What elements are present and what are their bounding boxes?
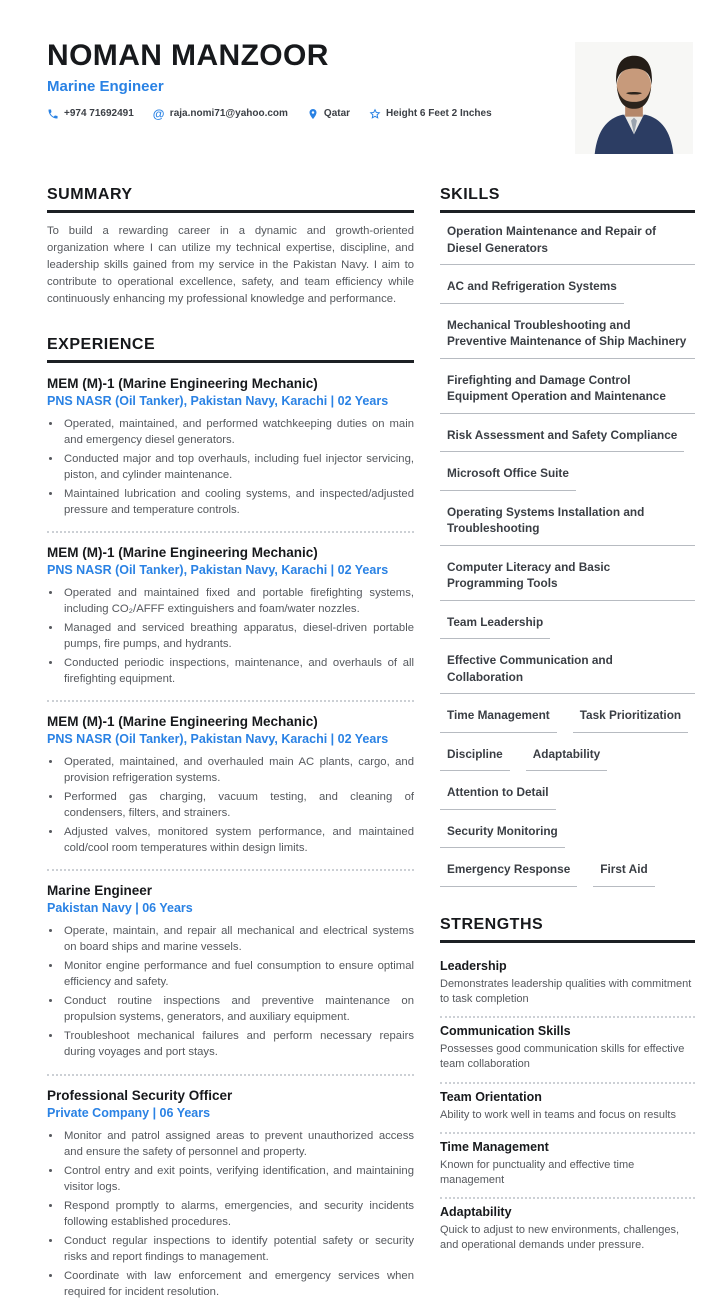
contact-row bbox=[47, 108, 492, 120]
summary-section bbox=[47, 186, 414, 308]
skills-list bbox=[440, 223, 695, 900]
strength-description: Demonstrates leadership qualities with commitment to task completion bbox=[440, 977, 692, 1005]
strengths-list bbox=[440, 953, 695, 1263]
experience-title: Professional Security Officer bbox=[47, 1087, 233, 1103]
strength-title: Communication Skills bbox=[440, 1024, 571, 1039]
experience-bullet: • Conduct regular inspections to identify potential safety or security risks and report findings to management. bbox=[62, 1233, 414, 1265]
experience-bullet: • Operated and maintained fixed and portable firefighting systems, including CO₂/AFFF extinguishers and foam/water nozzles. bbox=[62, 585, 414, 617]
experience-subtitle: PNS NASR (Oil Tanker), Pakistan Navy, Karachi | 02 Years bbox=[47, 393, 389, 408]
experience-bullet: • Adjusted valves, monitored system performance, and maintained cold/cool room temperatures within design limits. bbox=[62, 824, 414, 856]
experience-bullets bbox=[47, 754, 414, 856]
skill-item: Security Monitoring bbox=[440, 823, 565, 849]
at-icon: @ bbox=[152, 106, 165, 121]
location-pin-icon bbox=[307, 108, 319, 120]
experience-entry bbox=[47, 373, 414, 533]
experience-subtitle: PNS NASR (Oil Tanker), Pakistan Navy, Karachi | 02 Years bbox=[47, 562, 389, 577]
experience-entry bbox=[47, 1085, 414, 1313]
experience-list bbox=[47, 373, 414, 1313]
contact-phone bbox=[47, 108, 134, 120]
strengths-section bbox=[440, 916, 695, 1263]
skill-item: Emergency Response bbox=[440, 861, 577, 887]
experience-bullet: • Conduct routine inspections and preventive maintenance on propulsion systems, generators, and auxiliary equipment. bbox=[62, 993, 414, 1025]
phone-icon bbox=[47, 108, 59, 120]
experience-subtitle: Private Company | 06 Years bbox=[47, 1105, 211, 1120]
skill-item: Adaptability bbox=[526, 746, 608, 772]
contact-email-text: raja.nomi71@yahoo.com bbox=[169, 108, 288, 119]
skill-item: AC and Refrigeration Systems bbox=[440, 278, 624, 304]
strength-description: Quick to adjust to new environments, challenges, and operational demands under pressure. bbox=[440, 1224, 680, 1252]
skills-heading: SKILLS bbox=[440, 186, 695, 213]
strength-title: Team Orientation bbox=[440, 1089, 542, 1104]
summary-heading: SUMMARY bbox=[47, 186, 414, 213]
strength-title: Time Management bbox=[440, 1139, 549, 1154]
experience-bullets bbox=[47, 416, 414, 518]
experience-section bbox=[47, 336, 414, 1313]
skill-item: First Aid bbox=[593, 861, 654, 887]
skill-item: Operation Maintenance and Repair of Diesel Generators bbox=[440, 223, 695, 265]
experience-bullet: • Maintained lubrication and cooling systems, and inspected/adjusted pressure and temperature controls. bbox=[62, 486, 414, 518]
experience-bullets bbox=[47, 585, 414, 687]
experience-entry bbox=[47, 880, 414, 1075]
header-left bbox=[47, 40, 492, 120]
star-icon bbox=[369, 108, 381, 120]
experience-title: Marine Engineer bbox=[47, 883, 153, 899]
skill-item: Discipline bbox=[440, 746, 510, 772]
experience-bullet: • Conducted major and top overhauls, including fuel injector servicing, piston, and cylinder maintenance. bbox=[62, 451, 414, 483]
skills-section bbox=[440, 186, 695, 900]
right-column bbox=[440, 186, 695, 1313]
strength-item bbox=[440, 1084, 695, 1134]
experience-heading: EXPERIENCE bbox=[47, 336, 414, 363]
skill-item: Firefighting and Damage Control Equipment Operation and Maintenance bbox=[440, 372, 695, 414]
skill-item: Operating Systems Installation and Troubleshooting bbox=[440, 504, 695, 546]
contact-location-text: Qatar bbox=[323, 108, 351, 119]
strength-description: Ability to work well in teams and focus on results bbox=[440, 1108, 676, 1121]
skill-item: Computer Literacy and Basic Programming Tools bbox=[440, 559, 695, 601]
experience-entry bbox=[47, 711, 414, 871]
strength-item bbox=[440, 1134, 695, 1199]
experience-bullet: • Performed gas charging, vacuum testing, and cleaning of condensers, filters, and strainers. bbox=[62, 789, 414, 821]
contact-height-text: Height 6 Feet 2 Inches bbox=[386, 108, 492, 119]
experience-bullets bbox=[47, 923, 414, 1060]
strength-description: Possesses good communication skills for effective team collaboration bbox=[440, 1043, 685, 1071]
experience-bullet: • Troubleshoot mechanical failures and perform necessary repairs during voyages and port stays. bbox=[62, 1028, 414, 1060]
content-columns bbox=[47, 186, 695, 1313]
skill-item: Risk Assessment and Safety Compliance bbox=[440, 427, 684, 453]
experience-title: MEM (M)-1 (Marine Engineering Mechanic) bbox=[47, 375, 318, 391]
experience-bullet: • Control entry and exit points, verifying identification, and maintaining visitor logs. bbox=[62, 1163, 414, 1195]
experience-bullet: • Monitor and patrol assigned areas to prevent unauthorized access and ensure the safety of personnel and property. bbox=[62, 1128, 414, 1160]
experience-title: MEM (M)-1 (Marine Engineering Mechanic) bbox=[47, 544, 318, 560]
skill-item: Time Management bbox=[440, 707, 557, 733]
skill-item: Attention to Detail bbox=[440, 784, 556, 810]
profile-photo bbox=[575, 42, 693, 154]
strengths-heading: STRENGTHS bbox=[440, 916, 695, 943]
experience-title: MEM (M)-1 (Marine Engineering Mechanic) bbox=[47, 714, 318, 730]
contact-email bbox=[153, 108, 288, 120]
skill-item: Effective Communication and Collaboration bbox=[440, 652, 695, 694]
strength-item bbox=[440, 1018, 695, 1083]
summary-text: To build a rewarding career in a dynamic and growth-oriented organization where I can utilize my technical expertise, discipline, and leadership skills gained from my service in the Pakistan Navy. I aim to contribute to operational excellence, safety, and team efficiency while continuously enhancing my professional knowledge and performance. bbox=[47, 225, 414, 305]
skill-item: Microsoft Office Suite bbox=[440, 465, 576, 491]
experience-subtitle: Pakistan Navy | 06 Years bbox=[47, 901, 193, 916]
skill-item: Task Prioritization bbox=[573, 707, 688, 733]
contact-location bbox=[307, 108, 350, 120]
experience-subtitle: PNS NASR (Oil Tanker), Pakistan Navy, Karachi | 02 Years bbox=[47, 732, 389, 747]
contact-height bbox=[369, 108, 492, 120]
strength-title: Adaptability bbox=[440, 1205, 512, 1220]
strength-item bbox=[440, 1199, 695, 1262]
experience-bullet: • Coordinate with law enforcement and emergency services when required for incident resolution. bbox=[62, 1268, 414, 1300]
experience-bullet: • Respond promptly to alarms, emergencies, and security incidents following established procedures. bbox=[62, 1198, 414, 1230]
header bbox=[47, 40, 695, 154]
experience-bullet: • Managed and serviced breathing apparatus, diesel-driven portable pumps, fire pumps, and hydrants. bbox=[62, 620, 414, 652]
experience-bullet: • Operated, maintained, and performed watchkeeping duties on main and emergency diesel generators. bbox=[62, 416, 414, 448]
job-title: Marine Engineer bbox=[47, 77, 164, 95]
left-column bbox=[47, 186, 414, 1313]
experience-entry bbox=[47, 542, 414, 702]
person-name: NOMAN MANZOOR bbox=[47, 39, 329, 72]
experience-bullet: • Monitor engine performance and fuel consumption to ensure optimal efficiency and safety. bbox=[62, 958, 414, 990]
experience-bullets bbox=[47, 1128, 414, 1300]
contact-phone-text: +974 71692491 bbox=[64, 108, 134, 119]
experience-bullet: • Operated, maintained, and overhauled main AC plants, cargo, and provision refrigeration systems. bbox=[62, 754, 414, 786]
strength-item bbox=[440, 953, 695, 1018]
experience-bullet: • Conducted periodic inspections, maintenance, and overhauls of all firefighting equipment. bbox=[62, 655, 414, 687]
skill-item: Mechanical Troubleshooting and Preventive Maintenance of Ship Machinery bbox=[440, 317, 695, 359]
profile-photo-illustration bbox=[575, 42, 693, 154]
strength-description: Known for punctuality and effective time management bbox=[440, 1158, 635, 1186]
strength-title: Leadership bbox=[440, 958, 507, 973]
skill-item: Team Leadership bbox=[440, 614, 550, 640]
experience-bullet: • Operate, maintain, and repair all mechanical and electrical systems on board ships and marine vessels. bbox=[62, 923, 414, 955]
